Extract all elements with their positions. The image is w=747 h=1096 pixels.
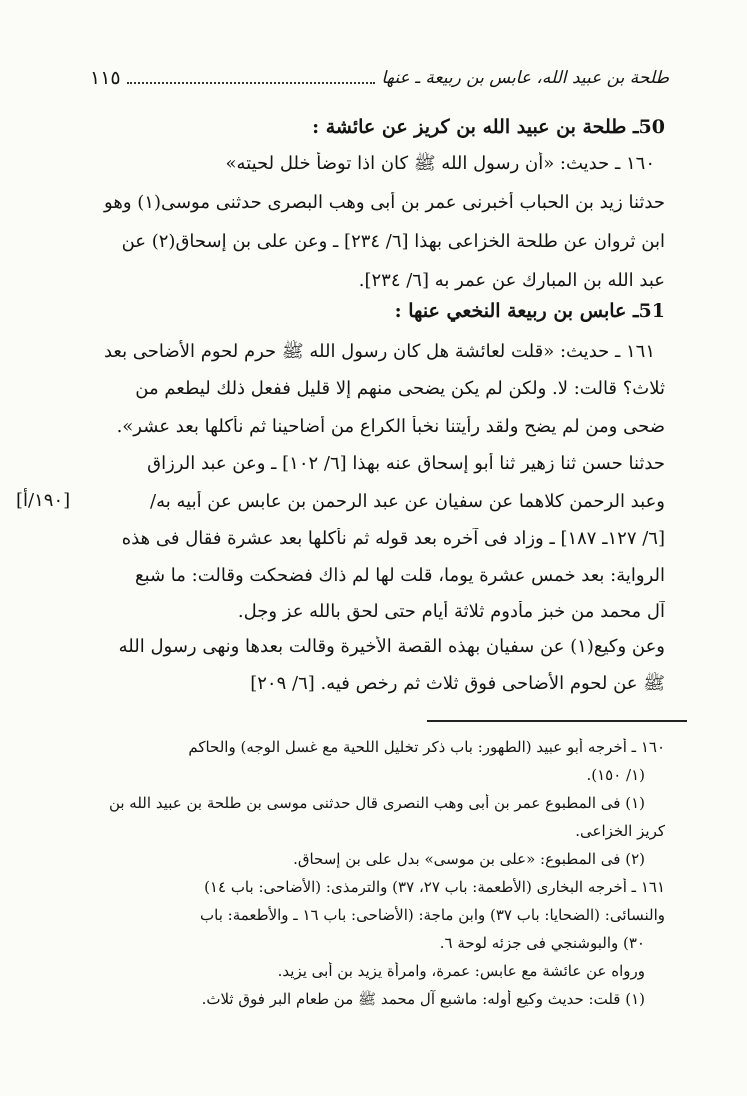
header-dotted-leader [127, 82, 376, 84]
footnote-separator [427, 720, 687, 722]
body-line: وعبد الرحمن كلاهما عن سفيان عن عبد الرحمن بن عابس عن أبيه به/ [150, 491, 665, 512]
footnote-line: (١) قلت: حديث وكيع أوله: ماشبع آل محمد ﷺ من طعام البر فوق ثلاث. [201, 990, 645, 1008]
body-line: حدثنا زيد بن الحباب أخبرنى عمر بن أبى وهب البصرى حدثنى موسى(١) وهو [104, 192, 665, 213]
body-line: ضحى ومن لم يضح ولقد رأيتنا نخبأ الكراع من أضاحينا ثم نأكلها بعد عشر». [116, 416, 665, 437]
running-header [90, 64, 669, 92]
body-line: وعن وكيع(١) عن سفيان بهذه القصة الأخيرة وقالت بعدها ونهى رسول الله [118, 636, 665, 657]
footnote-line: والنسائى: (الضحايا: باب ٣٧) وابن ماجة: (الأضاحى: باب ١٦ ـ والأطعمة: باب [200, 906, 665, 924]
body-line: ﷺ عن لحوم الأضاحى فوق ثلاث ثم رخص فيه. [٦/ ٢٠٩] [250, 673, 665, 694]
body-line: ثلاث؟ قالت: لا. ولكن لم يكن يضحى منهم إلا قليل ففعل ذلك ليطعم من [135, 378, 665, 399]
body-line: ابن ثروان عن طلحة الخزاعى بهذا [٦/ ٢٣٤] ـ وعن على بن إسحاق(٢) عن [121, 231, 665, 252]
footnote-line: ١٦١ ـ أخرجه البخارى (الأطعمة: باب ٢٧، ٣٧) والترمذى: (الأضاحى: باب ١٤) [204, 878, 665, 896]
body-line: حدثنا حسن ثنا زهير ثنا أبو إسحاق عنه بهذا [٦/ ١٠٢] ـ وعن عبد الرزاق [147, 453, 665, 474]
page-number: ١١٥ [90, 67, 121, 89]
body-line: آل محمد من خبز مأدوم ثلاثة أيام حتى لحق بالله عز وجل. [237, 601, 665, 622]
footnote-line: ورواه عن عائشة مع عابس: عمرة، وامرأة يزيد بن أبى يزيد. [277, 962, 645, 980]
footnote-line: ١٦٠ ـ أخرجه أبو عبيد (الطهور: باب ذكر تخليل اللحية مع غسل الوجه) والحاكم [188, 738, 665, 756]
section-heading-50: 50ـ طلحة بن عبيد الله بن كريز عن عائشة : [312, 116, 665, 138]
footnote-line: (١/ ١٥٠). [586, 766, 645, 784]
body-line: [٦/ ١٢٧ـ ١٨٧] ـ وزاد فى آخره بعد قوله ثم نأكلها بعد عشرة فقال فى هذه [121, 528, 665, 549]
section-heading-51: 51ـ عابس بن ربيعة النخعي عنها : [394, 300, 665, 322]
body-line: ١٦١ ـ حديث: «قلت لعائشة هل كان رسول الله ﷺ حرم لحوم الأضاحى بعد [103, 341, 655, 362]
footnote-line: ٣٠) والبوشنجي فى جزئه لوحة ٦. [439, 934, 645, 952]
footnote-line: (١) فى المطبوع عمر بن أبى وهب النصرى قال حدثنى موسى بن طلحة بن عبيد الله بن [108, 794, 645, 812]
footnote-line: (٢) فى المطبوع: «على بن موسى» بدل على بن إسحاق. [293, 850, 645, 868]
body-line: ١٦٠ ـ حديث: «أن رسول الله ﷺ كان اذا توضأ خلل لحيته» [225, 153, 655, 174]
header-title: طلحة بن عبيد الله، عابس بن ربيعة ـ عنها [381, 68, 669, 88]
body-line: عبد الله بن المبارك عن عمر به [٦/ ٢٣٤]. [358, 270, 665, 291]
footnote-line: كريز الخزاعى. [575, 822, 665, 840]
body-line: الرواية: بعد خمس عشرة يوما، قلت لها لم ذاك فضحكت وقالت: ما شبع [134, 565, 665, 586]
margin-folio-note: [١٩٠/أ] [16, 490, 71, 511]
